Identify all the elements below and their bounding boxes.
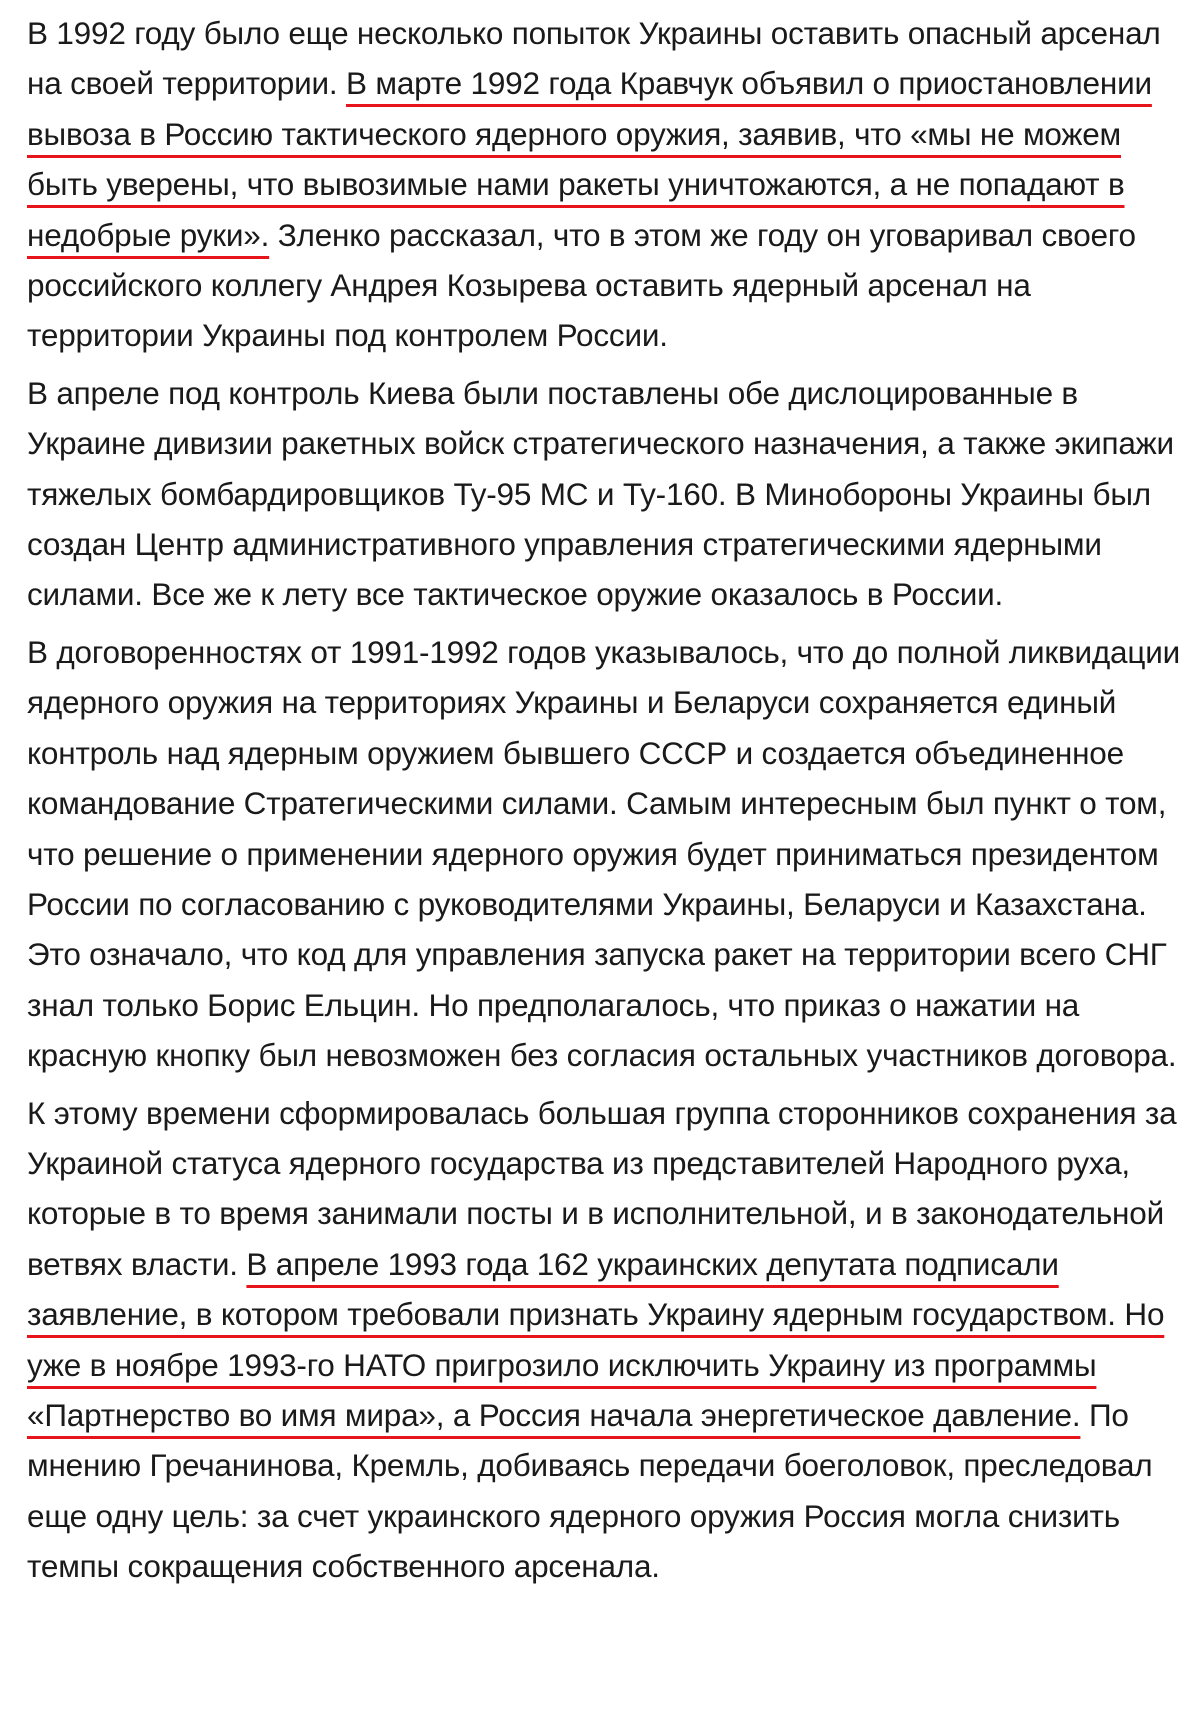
article-body bbox=[27, 8, 1187, 1599]
paragraph-4 bbox=[27, 1088, 1187, 1592]
paragraph-1 bbox=[27, 8, 1187, 361]
paragraph-1-intro: В 1992 году было еще несколько попыток Украины оставить опасный арсенал на своей территории. bbox=[27, 15, 1161, 102]
paragraph-4-outro: По мнению Гречанинова, Кремль, добиваясь передачи боеголовок, преследовал еще одну цель: за счет украинского ядерного оружия Россия могла снизить темпы сокращения собственного арсенала. bbox=[27, 1396, 1153, 1585]
highlighted-quote-kravchuk: В марте 1992 года Кравчук объявил о приостановлении вывоза в Россию тактического ядерного оружия, заявив, что «мы не можем быть уверены, что вывозимые нами ракеты уничтожаются, а не попадают в недобрые руки». bbox=[27, 65, 1152, 253]
paragraph-4-intro: К этому времени сформировалась большая группа сторонников сохранения за Украиной статуса ядерного государства из представителей Народного руха, которые в то время занимали посты и в исполнительной, и в законодательной ветвях власти. bbox=[27, 1094, 1177, 1282]
paragraph-1-outro: Зленко рассказал, что в этом же году он уговаривал своего российского коллегу Андрея Козырева оставить ядерный арсенал на территории Украины под контролем России. bbox=[27, 216, 1136, 354]
paragraph-3: В договоренностях от 1991-1992 годов указывалось, что до полной ликвидации ядерного оружия на территориях Украины и Беларуси сохраняется единый контроль над ядерным оружием бывшего СССР и создается объединенное командование Стратегическими силами. Самым интересным был пункт о том, что решение о применении ядерного оружия будет приниматься президентом России по согласованию с руководителями Украины, Беларуси и Казахстана. Это означало, что код для управления запуска ракет на территории всего СНГ знал только Борис Ельцин. Но предполагалось, что приказ о нажатии на красную кнопку был невозможен без согласия остальных участников договора. bbox=[27, 633, 1181, 1074]
highlighted-statement-deputies: В апреле 1993 года 162 украинских депутата подписали заявление, в котором требовали признать Украину ядерным государством. Но уже в ноябре 1993-го НАТО пригрозило исключить Украину из программы «Партнерство во имя мира», а Россия начала энергетическое давление. bbox=[27, 1245, 1165, 1433]
paragraph-2: В апреле под контроль Киева были поставлены обе дислоцированные в Украине дивизии ракетных войск стратегического назначения, а также экипажи тяжелых бомбардировщиков Ту-95 МС и Ту-160. В Минобороны Украины был создан Центр административного управления стратегическими ядерными силами. Все же к лету все тактическое оружие оказалось в России. bbox=[27, 374, 1174, 613]
